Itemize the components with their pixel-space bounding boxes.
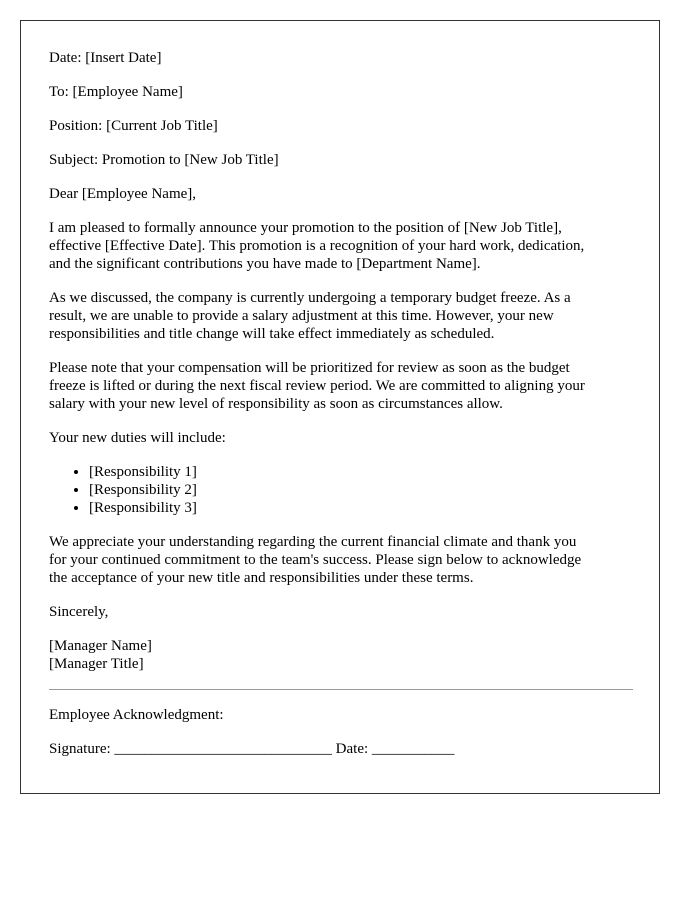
acknowledgment-heading: Employee Acknowledgment:	[49, 707, 224, 723]
list-item: • [Responsibility 2]	[89, 481, 633, 499]
text-line: We appreciate your understanding regarding the current financial climate and thank you	[49, 534, 577, 550]
text-line: freeze is lifted or during the next fiscal review period. We are committed to aligning your	[49, 378, 585, 394]
manager-name: [Manager Name]	[49, 638, 152, 654]
text-line: As we discussed, the company is currently undergoing a temporary budget freeze. As a	[49, 290, 571, 306]
text-line: result, we are unable to provide a salary adjustment at this time. However, your new	[49, 308, 554, 324]
text-line: effective [Effective Date]. This promotion is a recognition of your hard work, dedication,	[49, 238, 585, 254]
text-line: for your continued commitment to the team's success. Please sign below to acknowledge	[49, 552, 582, 568]
signoff: Sincerely,	[49, 604, 109, 620]
letter-page	[20, 20, 660, 794]
text-line: salary with your new level of responsibility as soon as circumstances allow.	[49, 396, 503, 412]
signature-line: Signature: _____________________________ Date: ___________	[49, 741, 455, 757]
position-line: Position: [Current Job Title]	[49, 118, 218, 134]
subject-line: Subject: Promotion to [New Job Title]	[49, 152, 279, 168]
text-line: and the significant contributions you have made to [Department Name].	[49, 256, 481, 272]
text-line: responsibilities and title change will take effect immediately as scheduled.	[49, 326, 495, 342]
text-line: Please note that your compensation will be prioritized for review as soon as the budget	[49, 360, 570, 376]
paragraph-compensation	[49, 359, 633, 413]
list-item: • [Responsibility 1]	[89, 463, 633, 481]
text-line: I am pleased to formally announce your promotion to the position of [New Job Title],	[49, 220, 562, 236]
duties-list	[49, 463, 633, 517]
paragraph-announcement	[49, 219, 633, 273]
letter-body	[49, 49, 633, 774]
manager-title: [Manager Title]	[49, 656, 144, 672]
paragraph-budget-freeze	[49, 289, 633, 343]
date-line: Date: [Insert Date]	[49, 50, 162, 66]
divider	[49, 689, 633, 690]
duties-intro: Your new duties will include:	[49, 430, 226, 446]
recipient-line: To: [Employee Name]	[49, 84, 183, 100]
paragraph-closing	[49, 533, 633, 587]
manager-block	[49, 637, 633, 673]
list-item: • [Responsibility 3]	[89, 499, 633, 517]
text-line: the acceptance of your new title and responsibilities under these terms.	[49, 570, 474, 586]
greeting: Dear [Employee Name],	[49, 186, 197, 202]
